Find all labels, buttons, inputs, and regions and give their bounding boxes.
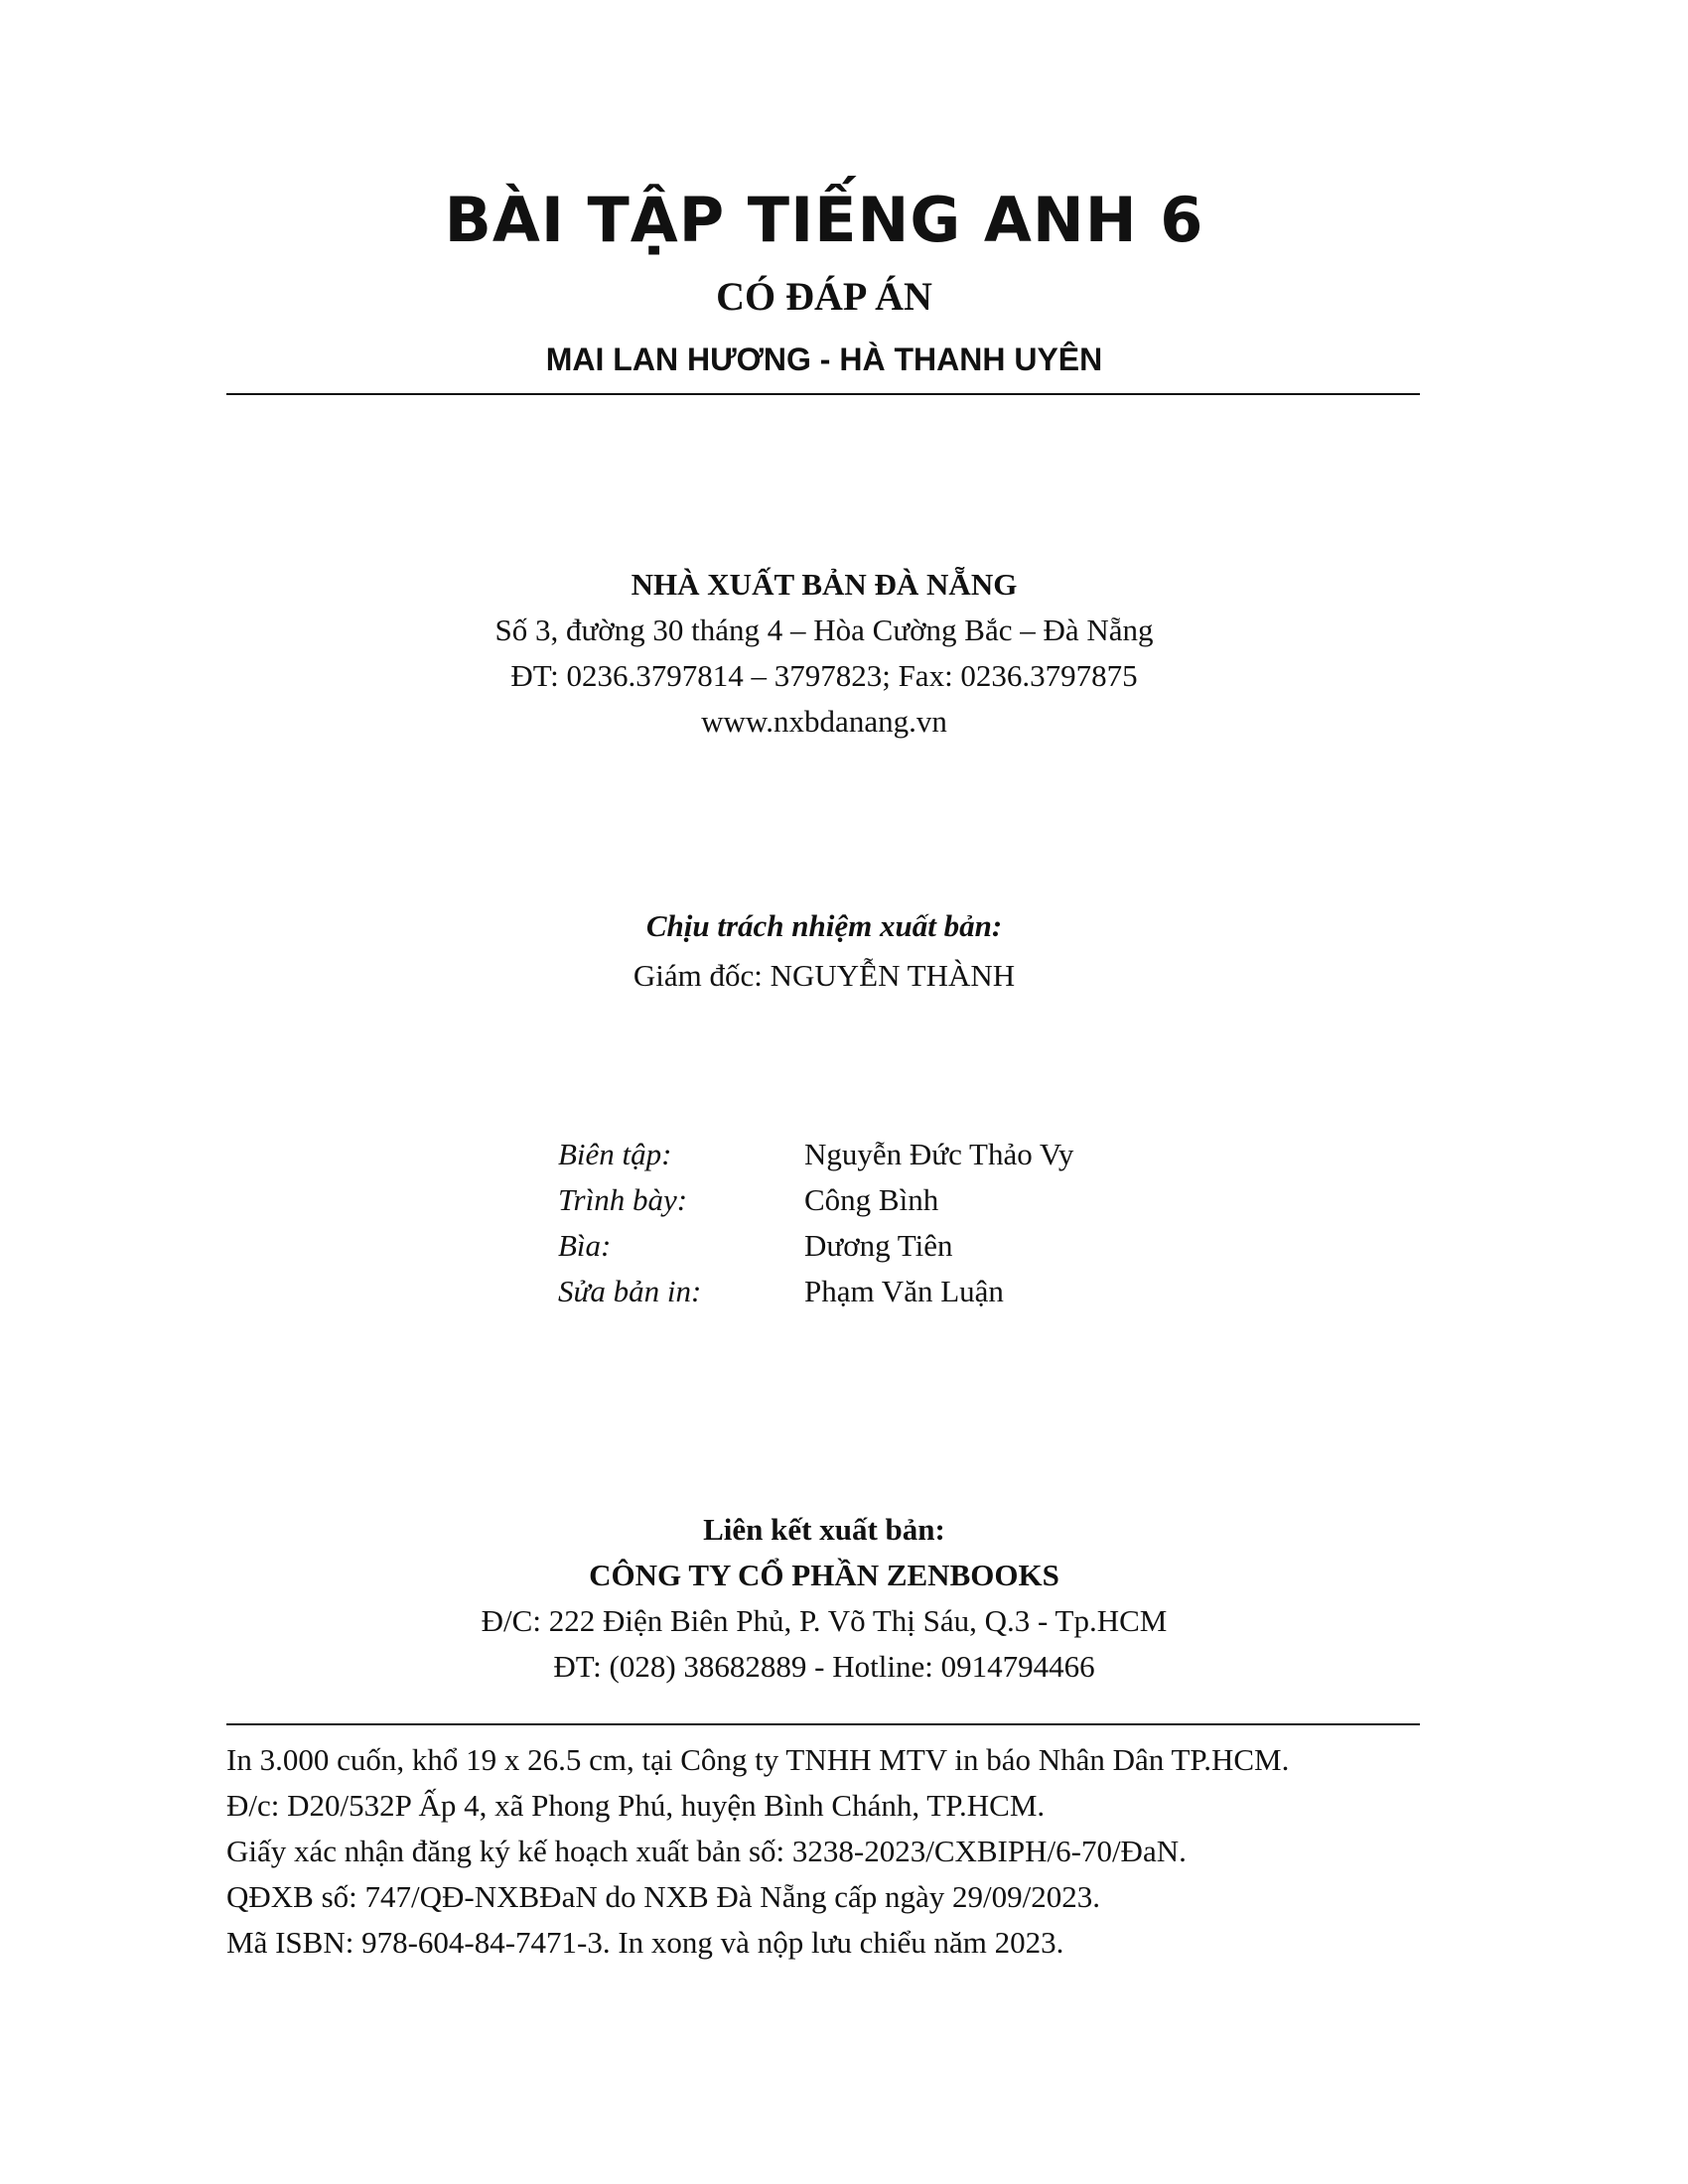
responsibility-heading: Chịu trách nhiệm xuất bản: — [645, 908, 1003, 943]
credit-role: Trình bày: — [558, 1182, 688, 1217]
credit-name: Nguyễn Đức Thảo Vy — [804, 1137, 1074, 1171]
book-authors: MAI LAN HƯƠNG - HÀ THANH UYÊN — [545, 341, 1103, 377]
printing-line: In 3.000 cuốn, khổ 19 x 26.5 cm, tại Công ty TNHH MTV in báo Nhân Dân TP.HCM. — [226, 1742, 1290, 1777]
credit-name: Công Bình — [804, 1182, 939, 1217]
credit-name: Dương Tiên — [804, 1228, 953, 1263]
credit-row — [558, 1269, 1253, 1314]
top-divider — [226, 393, 1420, 395]
credit-row — [558, 1223, 1253, 1269]
printing-line: Giấy xác nhận đăng ký kế hoạch xuất bản số: 3238-2023/CXBIPH/6-70/ĐaN. — [226, 1834, 1187, 1868]
credit-name: Phạm Văn Luận — [804, 1274, 1004, 1308]
printing-info — [226, 1737, 1420, 1966]
credit-role: Biên tập: — [558, 1137, 672, 1171]
printing-line: Mã ISBN: 978-604-84-7471-3. In xong và nộp lưu chiểu năm 2023. — [226, 1925, 1064, 1960]
publisher-name: NHÀ XUẤT BẢN ĐÀ NẴNG — [631, 567, 1018, 602]
printing-line: Đ/c: D20/532P Ấp 4, xã Phong Phú, huyện Bình Chánh, TP.HCM. — [226, 1788, 1046, 1823]
credit-row — [558, 1177, 1253, 1223]
partner-company: CÔNG TY CỔ PHẦN ZENBOOKS — [589, 1558, 1059, 1592]
responsibility-block — [0, 903, 1648, 999]
bottom-divider — [226, 1723, 1420, 1725]
partner-phone: ĐT: (028) 38682889 - Hotline: 0914794466 — [553, 1649, 1095, 1684]
publisher-website: www.nxbdanang.vn — [701, 704, 947, 739]
publisher-block — [0, 562, 1648, 745]
book-subtitle: CÓ ĐÁP ÁN — [716, 274, 932, 319]
partner-address: Đ/C: 222 Điện Biên Phủ, P. Võ Thị Sáu, Q.3 - Tp.HCM — [481, 1603, 1168, 1638]
book-title: BÀI TẬP TIẾNG ANH 6 — [444, 184, 1204, 256]
credit-row — [558, 1132, 1253, 1177]
responsibility-director: Giám đốc: NGUYỄN THÀNH — [633, 958, 1016, 993]
credit-role: Bìa: — [558, 1228, 612, 1263]
credit-role: Sửa bản in: — [558, 1274, 702, 1308]
publisher-phone: ĐT: 0236.3797814 – 3797823; Fax: 0236.3797875 — [510, 658, 1138, 693]
partner-block — [0, 1507, 1648, 1690]
partner-heading: Liên kết xuất bản: — [703, 1512, 945, 1547]
publisher-address: Số 3, đường 30 tháng 4 – Hòa Cường Bắc – Đà Nẵng — [494, 613, 1154, 647]
printing-line: QĐXB số: 747/QĐ-NXBĐaN do NXB Đà Nẵng cấp ngày 29/09/2023. — [226, 1879, 1100, 1914]
credits-list — [558, 1132, 1253, 1314]
